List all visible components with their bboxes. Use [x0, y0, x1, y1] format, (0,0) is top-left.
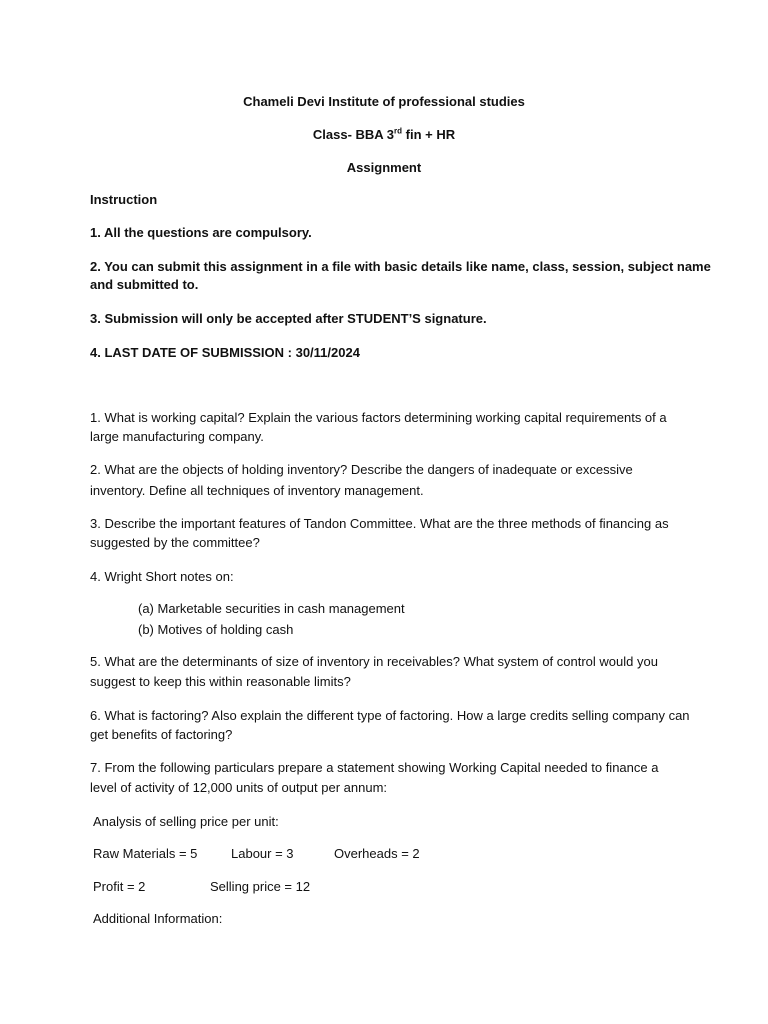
instruction-item-1: 1. All the questions are compulsory. [90, 225, 312, 240]
overheads-value: Overheads = 2 [334, 846, 420, 861]
question-5-line-2: suggest to keep this within reasonable limits? [90, 674, 351, 689]
additional-info-heading: Additional Information: [93, 911, 223, 926]
question-1-line-2: large manufacturing company. [90, 429, 264, 444]
labour-value: Labour = 3 [231, 846, 294, 861]
profit-value: Profit = 2 [93, 879, 146, 894]
instruction-item-3: 3. Submission will only be accepted after STUDENT’S signature. [90, 311, 487, 326]
selling-price-value: Selling price = 12 [210, 879, 311, 894]
question-2-line-2: inventory. Define all techniques of inventory management. [90, 483, 424, 498]
question-3-line-2: suggested by the committee? [90, 535, 260, 550]
question-4-sub-b: (b) Motives of holding cash [138, 622, 294, 637]
analysis-heading: Analysis of selling price per unit: [93, 814, 279, 829]
question-6-line-1: 6. What is factoring? Also explain the different type of factoring. How a large credits selling company can [90, 708, 690, 723]
class-superscript: rd [394, 126, 403, 136]
instruction-item-2-cont: and submitted to. [90, 277, 199, 292]
question-7-line-1: 7. From the following particulars prepare a statement showing Working Capital needed to finance a [90, 760, 659, 775]
question-1-line-1: 1. What is working capital? Explain the various factors determining working capital requirements of a [90, 410, 667, 425]
question-4-title: 4. Wright Short notes on: [90, 569, 234, 584]
class-suffix: fin + HR [402, 127, 456, 142]
instruction-item-2: 2. You can submit this assignment in a file with basic details like name, class, session, subject name [90, 259, 711, 274]
question-5-line-1: 5. What are the determinants of size of inventory in receivables? What system of control would you [90, 654, 658, 669]
question-7-line-2: level of activity of 12,000 units of output per annum: [90, 780, 388, 795]
class-prefix: Class- BBA 3 [312, 127, 395, 142]
class-line [0, 127, 768, 143]
instruction-item-4: 4. LAST DATE OF SUBMISSION : 30/11/2024 [90, 345, 360, 360]
question-6-line-2: get benefits of factoring? [90, 727, 233, 742]
question-4-sub-a: (a) Marketable securities in cash management [138, 601, 405, 616]
instruction-heading: Instruction [90, 192, 158, 207]
question-2-line-1: 2. What are the objects of holding inventory? Describe the dangers of inadequate or excessive [90, 462, 633, 477]
doc-type-title: Assignment [346, 160, 422, 175]
question-3-line-1: 3. Describe the important features of Tandon Committee. What are the three methods of financing as [90, 516, 669, 531]
institute-title: Chameli Devi Institute of professional studies [243, 94, 525, 109]
raw-materials-value: Raw Materials = 5 [93, 846, 198, 861]
